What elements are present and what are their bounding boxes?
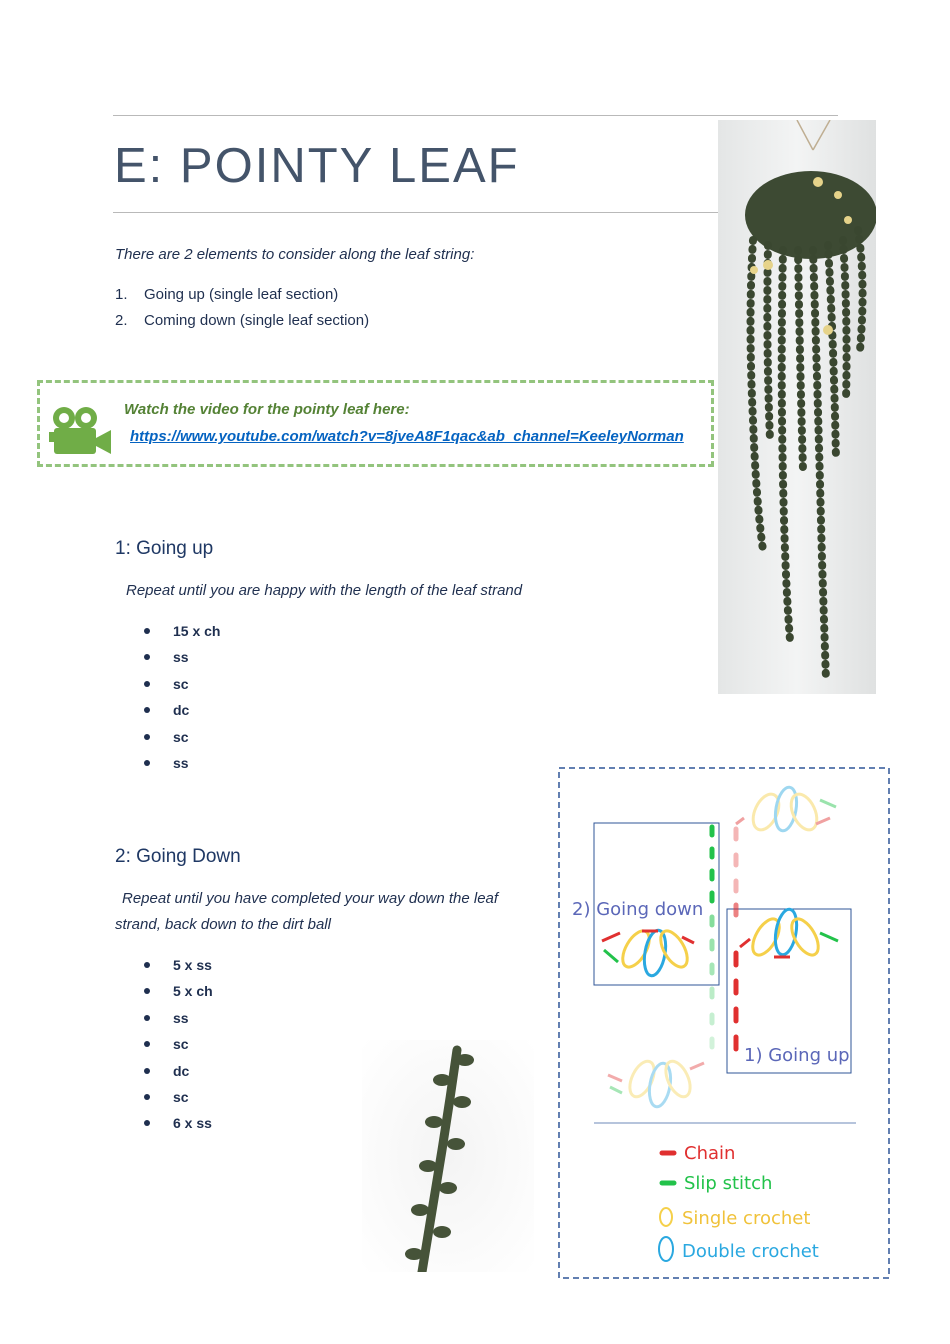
list-number: 1.	[115, 286, 128, 303]
legend-chain-label: Chain	[684, 1143, 736, 1164]
list-item: sc	[144, 675, 220, 701]
legend-single-crochet-label: Single crochet	[682, 1208, 811, 1229]
list-item: ss	[144, 648, 220, 674]
list-item: 15 x ch	[144, 622, 220, 648]
diagram-label-going-up: 1) Going up	[744, 1045, 850, 1066]
video-callout	[37, 380, 714, 467]
list-item	[115, 285, 369, 311]
list-item: ss	[144, 1009, 213, 1035]
list-item: dc	[144, 701, 220, 727]
section-heading-going-up: 1: Going up	[115, 538, 214, 559]
list-item: sc	[144, 1088, 213, 1114]
list-text: Going up (single leaf section)	[144, 286, 339, 303]
section-heading-going-down: 2: Going Down	[115, 846, 241, 867]
hanging-plant-photo	[718, 120, 876, 694]
list-item: sc	[144, 1035, 213, 1061]
top-rule	[113, 115, 838, 116]
going-up-steps	[144, 622, 220, 780]
legend-slip-stitch-label: Slip stitch	[684, 1173, 773, 1194]
list-item: 5 x ss	[144, 956, 213, 982]
section-note-line2: strand, back down to the dirt ball	[115, 916, 331, 933]
list-item: sc	[144, 728, 220, 754]
page-title: E: POINTY LEAF	[114, 139, 520, 193]
list-item	[115, 311, 369, 337]
list-text: Coming down (single leaf section)	[144, 312, 370, 329]
video-label: Watch the video for the pointy leaf here:	[124, 401, 410, 418]
stitch-diagram	[558, 767, 890, 1279]
leaf-strand-photo	[362, 1040, 534, 1272]
list-item: dc	[144, 1062, 213, 1088]
video-camera-icon	[49, 404, 113, 456]
list-item: 6 x ss	[144, 1114, 213, 1140]
section-note: Repeat until you are happy with the length of the leaf strand	[126, 582, 523, 599]
going-down-steps	[144, 956, 213, 1141]
intro-text: There are 2 elements to consider along the leaf string:	[115, 246, 475, 263]
legend-double-crochet-label: Double crochet	[682, 1241, 819, 1262]
section-note-line1: Repeat until you have completed your way down the leaf	[122, 890, 499, 907]
elements-list	[115, 285, 369, 337]
list-item: 5 x ch	[144, 982, 213, 1008]
list-number: 2.	[115, 312, 128, 329]
list-item: ss	[144, 754, 220, 780]
diagram-label-going-down: 2) Going down	[572, 899, 704, 920]
video-link[interactable]: https://www.youtube.com/watch?v=8jveA8F1qac&ab_channel=KeeleyNorman	[130, 428, 684, 445]
